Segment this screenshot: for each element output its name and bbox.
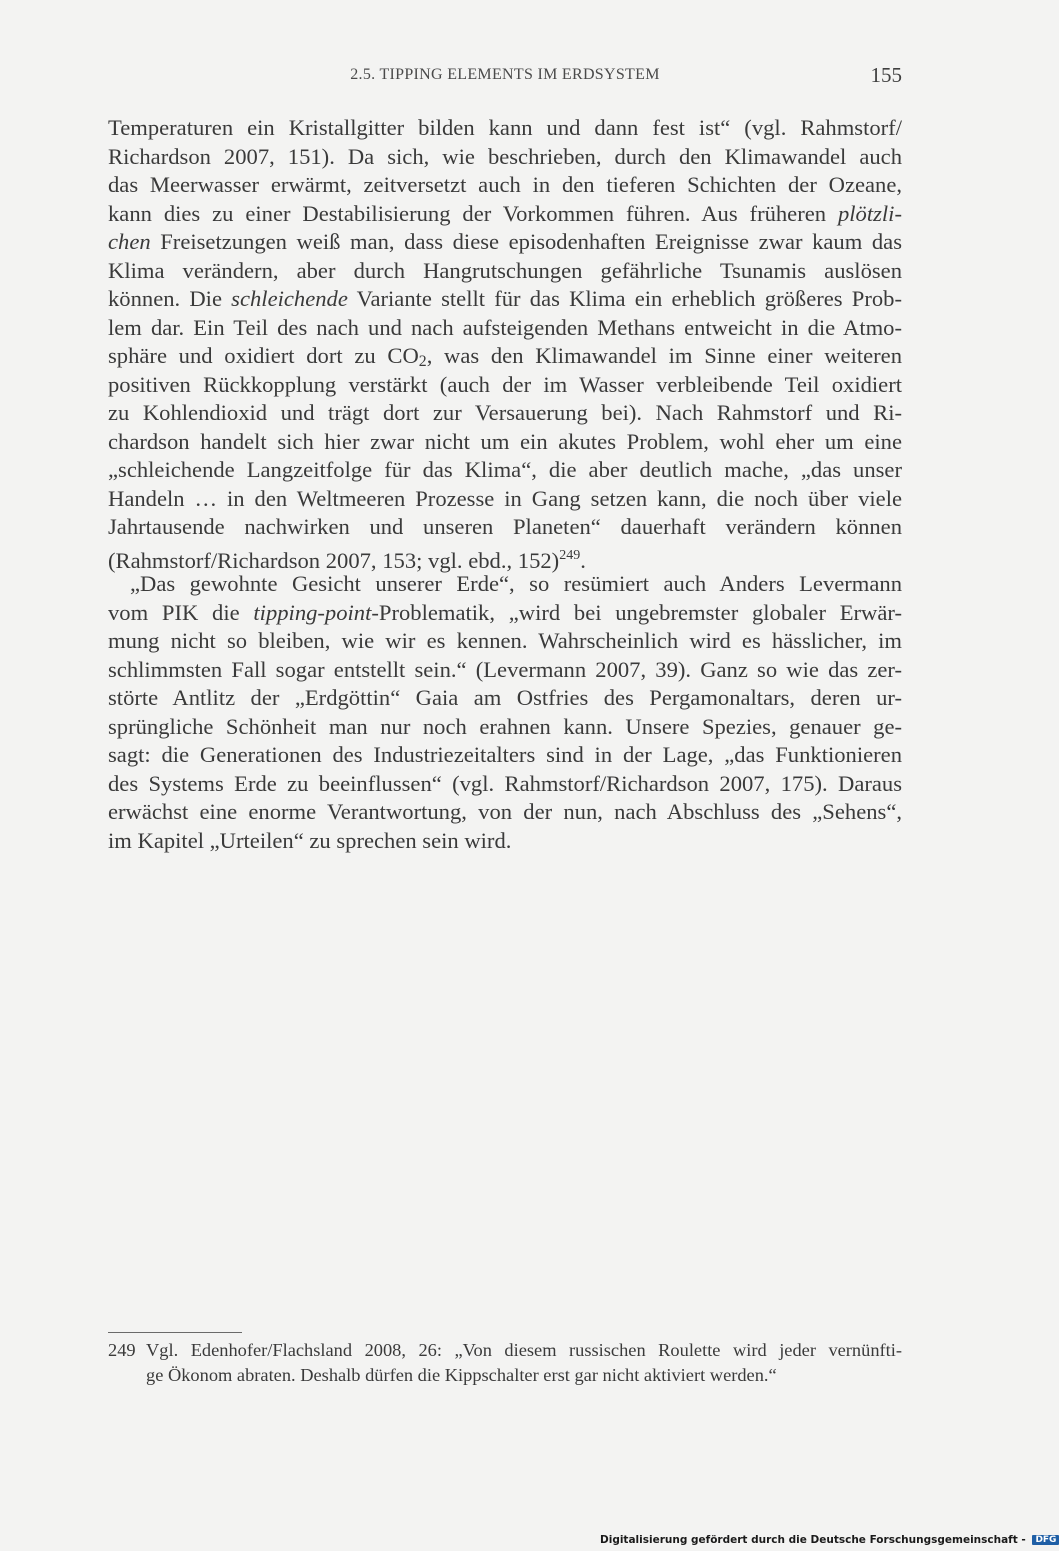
text-line: das Meerwasser erwärmt, zeitversetzt auch in den tieferen Schichten der Ozeane, — [108, 172, 902, 197]
text-line: Jahrtausende nachwirken und unseren Planeten“ dauerhaft verändern können — [108, 514, 902, 539]
footnote-number: 249 — [108, 1340, 136, 1360]
subscript: 2 — [418, 353, 427, 370]
running-head — [108, 64, 902, 88]
emphasis: tipping-point — [253, 599, 372, 625]
body-text — [108, 114, 902, 855]
text-line: mung nicht so bleiben, wie wir es kennen. Wahrscheinlich wird es hässlicher, im — [108, 628, 902, 653]
page-number: 155 — [870, 63, 902, 87]
footnote-line: ge Ökonom abraten. Deshalb dürfen die Kippschalter erst gar nicht aktiviert werden.“ — [146, 1365, 777, 1385]
digitization-credit: Digitalisierung gefördert durch die Deutsche Forschungsgemeinschaft - DFG — [600, 1534, 996, 1548]
emphasis: chen — [108, 229, 151, 254]
text-line: „Das gewohnte Gesicht unserer Erde“, so resümiert auch Anders Levermann — [130, 571, 902, 596]
text-line: des Systems Erde zu beeinflussen“ (vgl. Rahmstorf/Richardson 2007, 175). Daraus — [108, 770, 902, 796]
text-line: störte Antlitz der „Erdgöttin“ Gaia am Ostfries des Pergamonaltars, deren ur- — [108, 685, 902, 710]
text-line: Temperaturen ein Kristallgitter bilden kann und dann fest ist“ (vgl. Rahmstorf/ — [108, 115, 902, 140]
text-line: schlimmsten Fall sogar entstellt sein.“ (Levermann 2007, 39). Ganz so wie das zer- — [108, 656, 902, 682]
running-title: 2.5. TIPPING ELEMENTS IM ERDSYSTEM — [350, 66, 660, 83]
text-line: sphäre und oxidiert dort zu CO2, was den Klimawandel im Sinne einer weiteren — [108, 343, 902, 370]
footnote-divider — [108, 1332, 242, 1333]
text-line: chardson handelt sich hier zwar nicht um ein akutes Problem, wohl eher um eine — [108, 428, 902, 454]
text-line: zu Kohlendioxid und trägt dort zur Versauerung bei). Nach Rahmstorf und Ri- — [108, 400, 902, 425]
footnote — [108, 1338, 902, 1388]
emphasis: plötzli- — [837, 200, 902, 226]
text-line: „schleichende Langzeitfolge für das Klima“, die aber deutlich mache, „das unser — [108, 457, 902, 482]
text-line: lem dar. Ein Teil des nach und nach aufsteigenden Methans entweicht in die Atmo- — [108, 314, 902, 340]
text-line: Klima verändern, aber durch Hangrutschungen gefährliche Tsunamis auslösen — [108, 257, 902, 283]
text-line: Handeln … in den Weltmeeren Prozesse in Gang setzen kann, die noch über viele — [108, 485, 902, 511]
text-line: erwächst eine enorme Verantwortung, von der nun, nach Abschluss des „Sehens“, — [108, 799, 902, 824]
text-line: chen Freisetzungen weiß man, dass diese episodenhaften Ereignisse zwar kaum das — [108, 229, 902, 254]
text-line: kann dies zu einer Destabilisierung der Vorkommen führen. Aus früheren plötzli- — [108, 200, 902, 226]
text-line: im Kapitel „Urteilen“ zu sprechen sein wird. — [108, 827, 512, 853]
dfg-logo: DFG — [1032, 1535, 1059, 1545]
emphasis: schleichende — [231, 286, 348, 311]
text-line: (Rahmstorf/Richardson 2007, 153; vgl. ebd., 152)$^{249}$. — [108, 547, 586, 573]
text-line: positiven Rückkopplung verstärkt (auch der im Wasser verbleibende Teil oxidiert — [108, 371, 902, 397]
text-line: Richardson 2007, 151). Da sich, wie beschrieben, durch den Klimawandel auch — [108, 143, 902, 169]
footnote-ref: 249 — [559, 547, 581, 563]
text-line: sprüngliche Schönheit man nur noch erahnen kann. Unsere Spezies, genauer ge- — [108, 713, 902, 739]
footnote-line: 249 Vgl. Edenhofer/Flachsland 2008, 26: „Von diesem russischen Roulette wird jeder vernünfti- — [108, 1338, 902, 1363]
text-line: sagt: die Generationen des Industriezeitalters sind in der Lage, „das Funktionieren — [108, 742, 902, 767]
text-line: vom PIK die tipping-point-Problematik, „wird bei ungebremster globaler Erwär- — [108, 599, 902, 625]
text-line: können. Die schleichende Variante stellt für das Klima ein erheblich größeres Prob- — [108, 286, 902, 311]
